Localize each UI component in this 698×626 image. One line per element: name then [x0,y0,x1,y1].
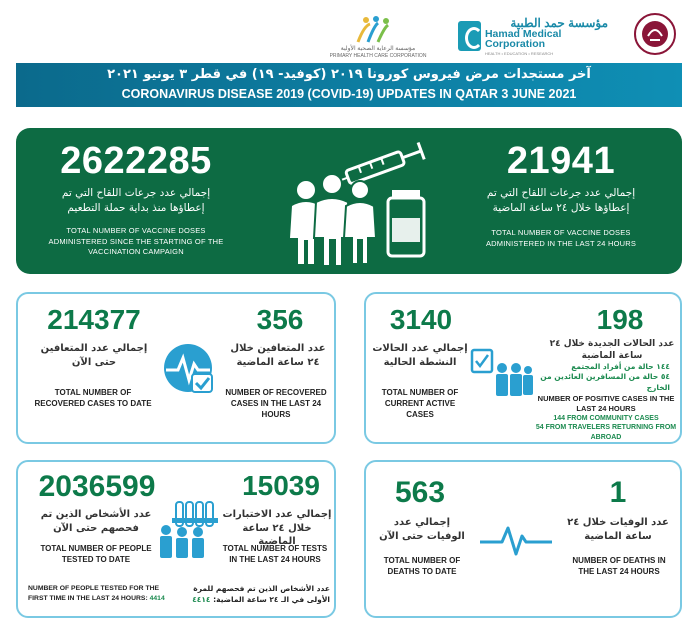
deaths-total-value: 563 [394,476,446,509]
vaccine-total-label-en: TOTAL NUMBER OF VACCINE DOSES ADMINISTERED SINCE THE STARTING OF THE VACCINATION CAMPAIGN [48,226,224,256]
cases-card [364,292,682,444]
hmc-tagline: HEALTH • EDUCATION • RESEARCH [484,50,554,56]
phcc-name-en: PRIMARY HEALTH CARE CORPORATION [329,53,427,59]
tests-total-label-ar: عدد الأشخاص الذين تم فحصهم حتى الآن [40,509,152,534]
tests-total-label-en: TOTAL NUMBER OF PEOPLE TESTED TO DATE [40,544,152,564]
test-tubes-people-icon [156,500,220,560]
new-cases-value: 198 [596,304,644,335]
header-logos [0,6,698,62]
ministry-emblem-icon [630,10,680,60]
page-title-ar: آخر مستجدات مرض فيروس كورونا ٢٠١٩ (كوفيد- ١٩) في قطر ٣ يونيو ٢٠٢١ [107,67,591,82]
vaccine-total-label-ar: إجمالي عدد جرعات اللقاح التي تم إعطاؤها منذ بداية حملة التطعيم [61,187,211,214]
recovered-24h-value: 356 [256,304,304,335]
new-cases-label-ar: عدد الحالات الجديدة خلال ٢٤ ساعة الماضية [549,339,675,362]
travelers-cases-ar: ٥٤ حالة من المسافرين العائدين من الخارج [540,372,670,392]
community-cases-ar: ١٤٤ حالة من أفراد المجتمع [571,362,670,371]
hmc-mark-icon [458,21,481,51]
deaths-card [364,460,682,618]
first-time-tested-value-ar: ٤٤١٤ [192,594,211,604]
recovered-total-label-en: TOTAL NUMBER OF RECOVERED CASES TO DATE [34,388,152,408]
recovered-24h-label-en: NUMBER OF RECOVERED CASES IN THE LAST 24 HOURS [225,388,327,419]
title-bar [16,63,682,107]
tests-total-value: 2036599 [38,470,156,503]
recovered-total-label-ar: إجمالي عدد المتعافين حتى الآن [40,343,148,368]
hmc-name-ar: مؤسسة حمد الطبية [510,15,608,30]
recovered-card [16,292,336,444]
first-time-tested-ar [188,584,330,605]
recovery-heartbeat-icon [158,338,218,398]
vaccination-panel [16,128,682,274]
deaths-total-label-ar: إجمالي عدد الوفيات حتى الآن [379,517,465,542]
first-time-tested-label-ar: عدد الأشخاص الذين تم فحصهم للمرة الأولى في الـ ٢٤ ساعة الماضية: [193,584,330,604]
vaccine-24h-label-ar: إجمالي عدد جرعات اللقاح التي تم إعطاؤها خلال ٢٤ ساعة الماضية [486,187,636,214]
vaccine-total-value: 2622285 [60,140,212,182]
clipboard-patients-icon [470,346,534,402]
tests-24h-label-en: TOTAL NUMBER OF TESTS IN THE LAST 24 HOURS [222,544,328,564]
vaccination-family-icon [284,134,434,270]
active-cases-label-en: TOTAL NUMBER OF CURRENT ACTIVE CASES [381,388,459,419]
phcc-logo [318,14,438,60]
active-cases-value: 3140 [389,304,453,335]
tests-card [16,460,336,618]
tests-24h-value: 15039 [242,470,320,501]
recovered-total-value: 214377 [47,304,141,335]
deaths-24h-label-ar: عدد الوفيات خلال ٢٤ ساعة الماضية [567,517,669,542]
travelers-cases-en: 54 FROM TRAVELERS RETURNING FROM ABROAD [535,424,677,441]
vaccine-24h-label-en: TOTAL NUMBER OF VACCINE DOSES ADMINISTERED IN THE LAST 24 HOURS [485,228,637,248]
community-cases-en: 144 FROM COMMUNITY CASES [553,415,659,422]
first-time-tested-value: 4414 [149,594,165,602]
tests-24h-label-ar: إجمالي عدد الاختبارات خلال ٢٤ ساعة الماضية [222,509,332,547]
deaths-total-label-en: TOTAL NUMBER OF DEATHS TO DATE [383,556,461,576]
hmc-name-en: Hamad Medical Corporation [484,27,562,50]
vaccine-24h-value: 21941 [506,140,616,182]
recovered-24h-label-ar: عدد المتعافين خلال ٢٤ ساعة الماضية [230,343,326,368]
deaths-24h-label-en: NUMBER OF DEATHS IN THE LAST 24 HOURS [572,556,666,576]
active-cases-label-ar: إجمالي عدد الحالات النشطة الحالية [372,343,468,368]
deaths-24h-value: 1 [609,476,627,509]
new-cases-label-en: NUMBER OF POSITIVE CASES IN THE LAST 24 HOURS [537,394,675,414]
hmc-logo [458,16,608,56]
heartbeat-line-icon [476,522,556,558]
phcc-name-ar: مؤسسة الرعاية الصحية الأولية [340,46,416,52]
first-time-tested-en [28,584,178,603]
first-time-tested-label-en: NUMBER OF PEOPLE TESTED FOR THE FIRST TIME IN THE LAST 24 HOURS: [28,585,160,602]
page-title-en: CORONAVIRUS DISEASE 2019 (COVID-19) UPDATES IN QATAR 3 JUNE 2021 [121,87,577,101]
